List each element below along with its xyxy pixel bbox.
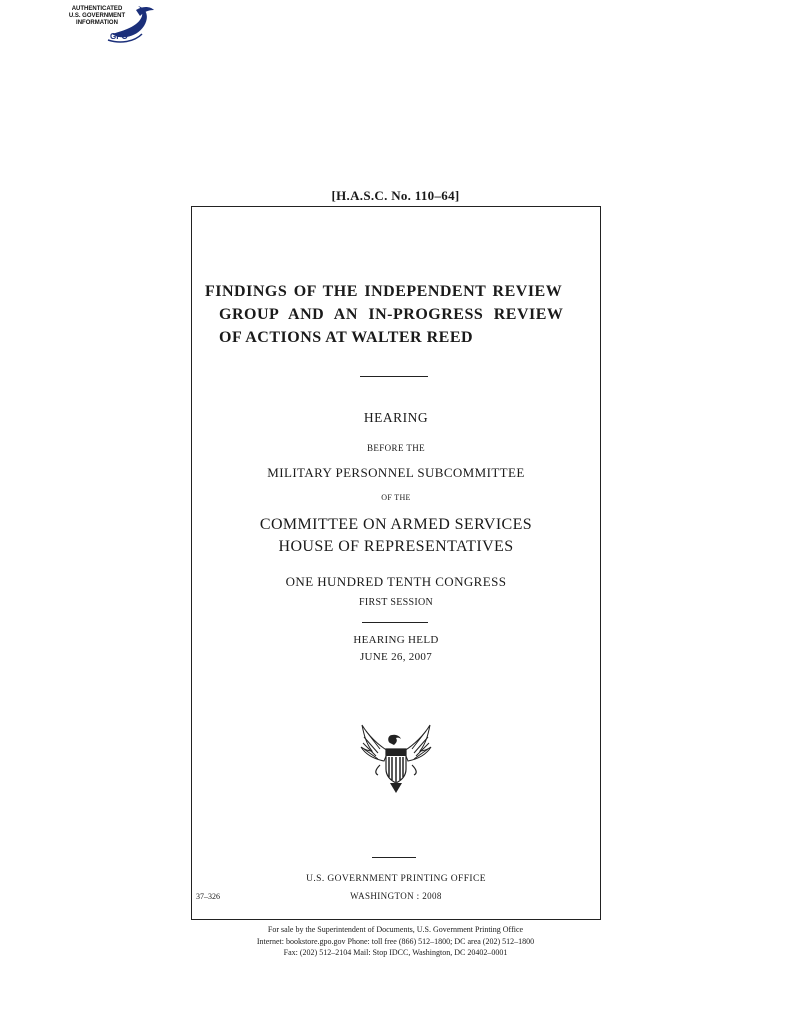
congress-number: ONE HUNDRED TENTH CONGRESS bbox=[285, 574, 507, 589]
session: FIRST SESSION bbox=[358, 597, 434, 608]
seal-agency: GPO bbox=[110, 32, 128, 41]
footer-contact-fax-mail: Fax: (202) 512–2104 Mail: Stop IDCC, Washington, DC 20402–0001 bbox=[283, 948, 508, 957]
committee-name: COMMITTEE ON ARMED SERVICES bbox=[259, 516, 533, 533]
divider-rule bbox=[372, 857, 416, 858]
title-line-1: FINDINGS OF THE INDEPENDENT REVIEW bbox=[205, 283, 563, 300]
seal-line: U.S. GOVERNMENT bbox=[68, 13, 126, 19]
chamber-name: HOUSE OF REPRESENTATIVES bbox=[278, 538, 514, 555]
title-line-3: OF ACTIONS AT WALTER REED bbox=[219, 329, 474, 346]
title-line-2: GROUP AND AN IN-PROGRESS REVIEW bbox=[219, 306, 564, 323]
jacket-number: 37–326 bbox=[196, 892, 220, 901]
place-and-year: WASHINGTON : 2008 bbox=[350, 891, 442, 901]
hasc-number: [H.A.S.C. No. 110–64] bbox=[331, 188, 460, 203]
divider-rule bbox=[362, 622, 428, 623]
printing-office: U.S. GOVERNMENT PRINTING OFFICE bbox=[306, 874, 486, 884]
footer-sale-notice: For sale by the Superintendent of Documents, U.S. Government Printing Office bbox=[267, 925, 524, 934]
divider-rule bbox=[360, 376, 428, 377]
footer-contact-internet-phone: Internet: bookstore.gpo.gov Phone: toll free (866) 512–1800; DC area (202) 512–1800 bbox=[256, 937, 535, 946]
hearing-held-label: HEARING HELD bbox=[353, 634, 439, 646]
gpo-authentication-seal bbox=[62, 4, 158, 46]
eagle-seal-icon bbox=[358, 721, 434, 795]
subcommittee-name: MILITARY PERSONNEL SUBCOMMITTEE bbox=[267, 465, 525, 480]
of-the: OF THE bbox=[381, 493, 411, 502]
before-the: BEFORE THE bbox=[366, 443, 426, 453]
seal-line: AUTHENTICATED bbox=[71, 6, 123, 12]
seal-line: INFORMATION bbox=[76, 20, 118, 26]
hearing-date: JUNE 26, 2007 bbox=[359, 651, 433, 663]
hearing-label: HEARING bbox=[363, 410, 429, 425]
